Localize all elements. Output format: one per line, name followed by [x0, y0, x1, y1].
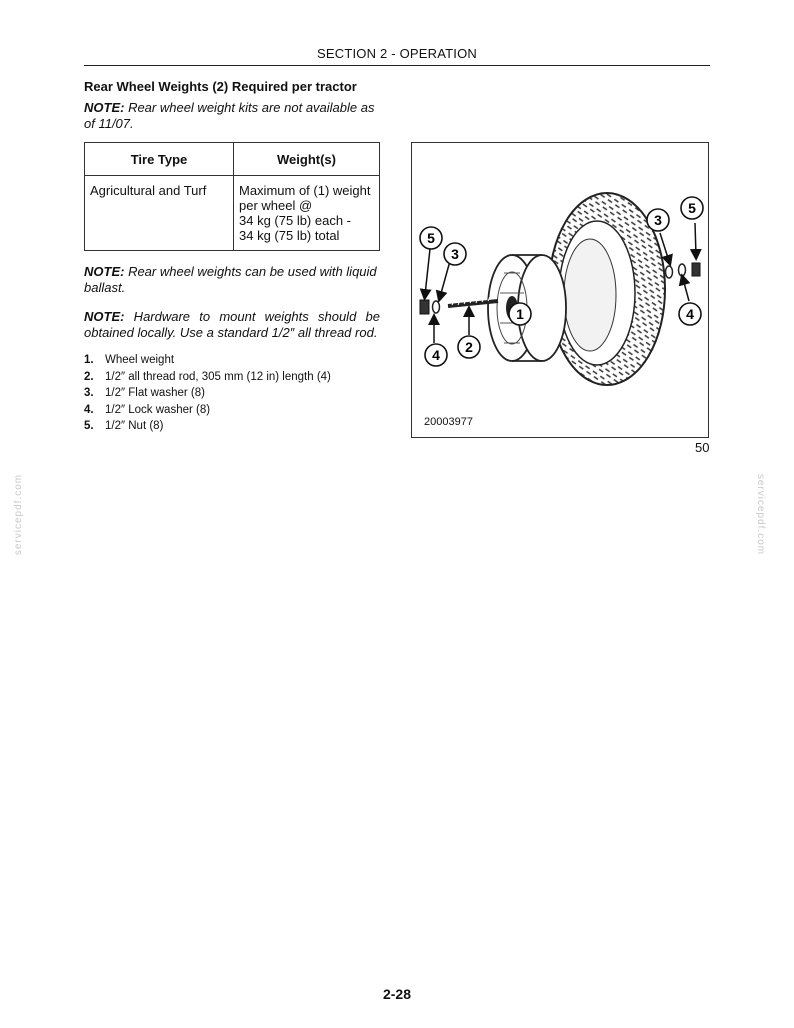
figure-number: 50	[695, 440, 710, 455]
callout-label: 4	[432, 347, 440, 363]
list-item-text: 1/2″ Nut (8)	[105, 420, 164, 433]
note-label: NOTE:	[84, 264, 125, 279]
callout-label: 5	[688, 200, 696, 216]
list-item-text: 1/2″ Lock washer (8)	[105, 403, 211, 416]
table-cell-tire-type: Agricultural and Turf	[85, 176, 234, 251]
list-item	[84, 352, 331, 369]
section-title: Rear Wheel Weights (2) Required per tractor	[84, 79, 357, 94]
list-item-number: 2.	[84, 370, 94, 383]
callout-label: 1	[516, 306, 524, 322]
weight-line: per wheel @	[239, 198, 313, 213]
table-header-tire-type: Tire Type	[85, 143, 234, 176]
left-hardware	[420, 297, 498, 314]
callout-2	[458, 336, 480, 358]
list-item	[84, 385, 331, 402]
list-item	[84, 369, 331, 386]
weight-line: 34 kg (75 lb) each -	[239, 213, 352, 228]
note-label: NOTE:	[84, 100, 125, 115]
list-item-text: 1/2″ Flat washer (8)	[105, 387, 205, 400]
callout-5-left	[420, 227, 442, 249]
list-item-text: 1/2″ all thread rod, 305 mm (12 in) length (4)	[105, 370, 331, 383]
table-cell-weight	[234, 176, 380, 251]
wheel-weight-illustration	[412, 143, 710, 439]
callout-5-right	[681, 197, 703, 219]
callout-3-left	[444, 243, 466, 265]
right-hardware	[666, 263, 701, 278]
wheel-weight-figure	[411, 142, 709, 438]
note-text: Rear wheel weights can be used with liquid ballast.	[84, 264, 377, 295]
callout-label: 2	[465, 339, 473, 355]
callout-4-left	[425, 344, 447, 366]
table-row	[85, 176, 380, 251]
list-item-number: 1.	[84, 354, 94, 366]
callout-3-right	[647, 209, 669, 231]
note-text: Hardware to mount weights should be obtained locally. Use a standard 1/2″ all thread rod.	[84, 309, 380, 340]
parts-list	[84, 352, 331, 435]
list-item-number: 3.	[84, 387, 94, 400]
list-item-number: 4.	[84, 403, 94, 416]
note-liquid-ballast	[84, 264, 380, 296]
section-header: SECTION 2 - OPERATION	[317, 46, 477, 61]
table-header-weights: Weight(s)	[234, 143, 380, 176]
weight-line: Maximum of (1) weight	[239, 183, 371, 198]
list-item	[84, 402, 331, 419]
list-item-text: Wheel weight	[105, 354, 175, 366]
weight-line: 34 kg (75 lb) total	[239, 228, 340, 243]
callout-label: 3	[451, 246, 459, 262]
note-text: Rear wheel weight kits are not available as of 11/07.	[84, 100, 375, 131]
callout-1	[509, 303, 531, 325]
callout-label: 5	[427, 230, 435, 246]
callout-4-right	[679, 303, 701, 325]
list-item-number: 5.	[84, 420, 94, 433]
header-rule	[84, 65, 710, 66]
note-label: NOTE:	[84, 309, 125, 324]
page-number: 2-28	[382, 986, 412, 1002]
figure-id: 20003977	[424, 416, 473, 428]
list-item	[84, 418, 331, 435]
watermark-right: servicepdf.com	[755, 473, 767, 556]
callout-label: 4	[686, 306, 694, 322]
tire-weight-table	[84, 142, 380, 251]
note-hardware	[84, 309, 380, 341]
callout-label: 3	[654, 212, 662, 228]
table-header-row	[85, 143, 380, 176]
watermark-left: servicepdf.com	[13, 473, 25, 556]
note-kit-availability	[84, 100, 380, 132]
